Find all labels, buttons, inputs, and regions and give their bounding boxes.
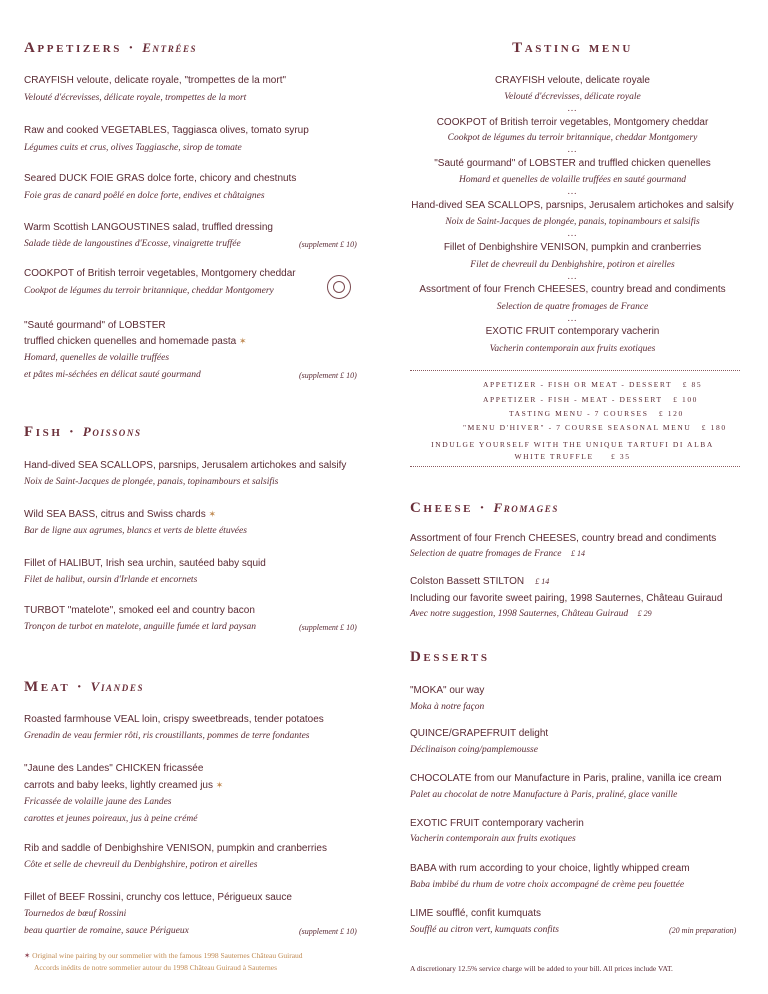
star-icon: ✶ xyxy=(215,780,224,790)
tasting-item: EXOTIC FRUIT contemporary vacherin xyxy=(485,326,660,337)
separator: ... xyxy=(567,228,578,238)
price-row: "MENU D'HIVER" - 7 COURSE SEASONAL MENU £ 180 xyxy=(463,423,727,432)
tasting-item-fr: Velouté d'écrevisses, délicate royale xyxy=(504,92,641,102)
menu-item: Rib and saddle of Denbighshire VENISON, pumpkin and cranberries xyxy=(24,843,327,854)
divider xyxy=(410,466,740,467)
menu-item-line2: Including our favorite sweet pairing, 1998 Sauternes, Château Guiraud xyxy=(410,593,723,604)
cheese-heading: Cheese · Fromages xyxy=(410,500,559,516)
menu-item: TURBOT "matelote", smoked eel and country bacon xyxy=(24,605,255,616)
menu-item-fr: Palet au chocolat de notre Manufacture à Paris, praliné, glace vanille xyxy=(410,790,678,800)
menu-item: "Jaune des Landes" CHICKEN fricassée xyxy=(24,763,204,774)
separator: ... xyxy=(567,186,578,196)
footnote-fr: Accords inédits de notre sommelier autour du 1998 Château Guiraud à Sauternes xyxy=(34,963,278,972)
menu-item-fr-line2: carottes et jeunes poireaux, jus à peine crémé xyxy=(24,814,198,824)
menu-item-fr: Velouté d'écrevisses, délicate royale, trompettes de la mort xyxy=(24,93,247,103)
separator: ... xyxy=(567,144,578,154)
menu-item: Seared DUCK FOIE GRAS dolce forte, chicory and chestnuts xyxy=(24,173,297,184)
tasting-item: Fillet of Denbighshire VENISON, pumpkin and cranberries xyxy=(443,242,702,253)
menu-item: Colston Bassett STILTON £ 14 xyxy=(410,576,550,587)
menu-item: Raw and cooked VEGETABLES, Taggiasca olives, tomato syrup xyxy=(24,125,309,136)
menu-item-fr: Filet de halibut, oursin d'Irlande et encornets xyxy=(24,575,198,585)
tasting-menu-heading: Tasting menu xyxy=(512,40,633,56)
truffle-note-line2: WHITE TRUFFLE £ 35 xyxy=(514,452,631,461)
tasting-item-fr: Vacherin contemporain aux fruits exotiques xyxy=(489,344,656,354)
tasting-item: Assortment of four French CHEESES, country bread and condiments xyxy=(419,284,726,295)
price-row: TASTING MENU - 7 COURSES £ 120 xyxy=(509,409,684,418)
menu-item: "MOKA" our way xyxy=(410,685,485,696)
menu-item: Warm Scottish LANGOUSTINES salad, truffled dressing xyxy=(24,222,273,233)
tasting-item: "Sauté gourmand" of LOBSTER and truffled chicken quenelles xyxy=(434,158,711,169)
star-icon: ✶ xyxy=(238,336,247,346)
menu-item: Fillet of BEEF Rossini, crunchy cos lettuce, Périgueux sauce xyxy=(24,892,292,903)
menu-item: COOKPOT of British terroir vegetables, Montgomery cheddar xyxy=(24,268,296,279)
menu-item-fr-line2: beau quartier de romaine, sauce Périgueux xyxy=(24,926,189,936)
menu-item-fr: Avec notre suggestion, 1998 Sauternes, Château Guiraud £ 29 xyxy=(410,609,652,619)
menu-item-fr: Soufflé au citron vert, kumquats confits xyxy=(410,925,559,935)
menu-item-fr: Côte et selle de chevreuil du Denbighshire, potiron et airelles xyxy=(24,860,258,870)
price-row: APPETIZER - FISH OR MEAT - DESSERT £ 85 xyxy=(483,380,703,389)
tasting-item-fr: Selection de quatre fromages de France xyxy=(496,302,649,312)
menu-item-fr: Légumes cuits et crus, olives Taggiasche, sirop de tomate xyxy=(24,143,242,153)
separator: ... xyxy=(567,313,578,323)
menu-item-line2: truffled chicken quenelles and homemade pasta ✶ xyxy=(24,336,247,347)
menu-item-fr: Tournedos de bœuf Rossini xyxy=(24,909,127,919)
meat-heading: Meat · Viandes xyxy=(24,679,145,695)
menu-item: EXOTIC FRUIT contemporary vacherin xyxy=(410,818,584,829)
footnote: ✶ Original wine pairing by our sommelier with the famous 1998 Sauternes Château Guiraud xyxy=(24,951,303,960)
star-icon: ✶ xyxy=(208,509,217,519)
supplement-note: (supplement £ 10) xyxy=(299,240,357,249)
tasting-item-fr: Filet de chevreuil du Denbighshire, potiron et airelles xyxy=(470,260,675,270)
menu-item: Wild SEA BASS, citrus and Swiss chards ✶ xyxy=(24,509,217,520)
menu-item-fr: Selection de quatre fromages de France £ 14 xyxy=(410,549,586,559)
desserts-heading: Desserts xyxy=(410,649,490,665)
menu-item-fr: Déclinaison coing/pamplemousse xyxy=(410,745,538,755)
menu-item: Hand-dived SEA SCALLOPS, parsnips, Jerusalem artichokes and salsify xyxy=(24,460,347,471)
supplement-note: (supplement £ 10) xyxy=(299,927,357,936)
menu-item-fr: Cookpot de légumes du terroir britannique, cheddar Montgomery xyxy=(24,286,274,296)
menu-item-fr: Foie gras de canard poêlé en dolce forte, endives et châtaignes xyxy=(24,191,265,201)
tasting-item: CRAYFISH veloute, delicate royale xyxy=(495,75,650,86)
menu-item-fr: Tronçon de turbot en matelote, anguille fumée et lard paysan xyxy=(24,622,257,632)
price-row: APPETIZER - FISH - MEAT - DESSERT £ 100 xyxy=(483,395,699,404)
menu-item-line2: carrots and baby leeks, lightly creamed jus ✶ xyxy=(24,780,224,791)
menu-item: Assortment of four French CHEESES, country bread and condiments xyxy=(410,533,717,544)
menu-item: LIME soufflé, confit kumquats xyxy=(410,908,541,919)
tasting-item-fr: Homard et quenelles de volaille truffées en sauté gourmand xyxy=(458,175,687,185)
menu-item-fr: Vacherin contemporain aux fruits exotiques xyxy=(410,834,576,844)
menu-item: Roasted farmhouse VEAL loin, crispy sweetbreads, tender potatoes xyxy=(24,714,324,725)
menu-item: QUINCE/GRAPEFRUIT delight xyxy=(410,728,549,739)
menu-item: "Sauté gourmand" of LOBSTER xyxy=(24,320,166,331)
menu-item-fr: Salade tiède de langoustines d'Ecosse, vinaigrette truffée xyxy=(24,239,241,249)
menu-item-fr-line2: et pâtes mi-séchées en délicat sauté gourmand xyxy=(24,370,201,380)
menu-item-fr: Fricassée de volaille jaune des Landes xyxy=(24,797,172,807)
menu-item-fr: Baba imbibé du rhum de votre choix accompagné de crème peu fouettée xyxy=(410,880,685,890)
menu-item: CHOCOLATE from our Manufacture in Paris, praline, vanilla ice cream xyxy=(410,773,722,784)
menu-item-fr: Homard, quenelles de volaille truffées xyxy=(24,353,170,363)
menu-item-fr: Bar de ligne aux agrumes, blancs et verts de blette étuvées xyxy=(24,526,247,536)
separator: ... xyxy=(567,271,578,281)
fish-heading: Fish · Poissons xyxy=(24,424,142,440)
stamp-icon xyxy=(327,275,351,299)
menu-item: CRAYFISH veloute, delicate royale, "trompettes de la mort" xyxy=(24,75,287,86)
service-charge-note: A discretionary 12.5% service charge will be added to your bill. All prices include VAT. xyxy=(410,964,673,973)
supplement-note: (supplement £ 10) xyxy=(299,371,357,380)
divider xyxy=(410,370,740,371)
truffle-note: INDULGE YOURSELF WITH THE UNIQUE TARTUFI DI ALBA xyxy=(431,440,714,449)
tasting-item-fr: Noix de Saint-Jacques de plongée, panais, topinambours et salsifis xyxy=(445,217,700,227)
menu-item-fr: Noix de Saint-Jacques de plongée, panais, topinambours et salsifis xyxy=(24,477,279,487)
menu-item-fr: Grenadin de veau fermier rôti, ris croustillants, pommes de terre fondantes xyxy=(24,731,310,741)
preparation-note: (20 min preparation) xyxy=(669,926,737,935)
menu-item: Fillet of HALIBUT, Irish sea urchin, sautéed baby squid xyxy=(24,558,266,569)
tasting-item: COOKPOT of British terroir vegetables, Montgomery cheddar xyxy=(436,117,709,128)
separator: ... xyxy=(567,103,578,113)
menu-item-fr: Moka à notre façon xyxy=(410,702,485,712)
tasting-item: Hand-dived SEA SCALLOPS, parsnips, Jerusalem artichokes and salsify xyxy=(411,200,734,211)
appetizers-heading: Appetizers · Entrées xyxy=(24,40,198,56)
tasting-item-fr: Cookpot de légumes du terroir britannique, cheddar Montgomery xyxy=(447,133,698,143)
supplement-note: (supplement £ 10) xyxy=(299,623,357,632)
menu-item: BABA with rum according to your choice, lightly whipped cream xyxy=(410,863,690,874)
